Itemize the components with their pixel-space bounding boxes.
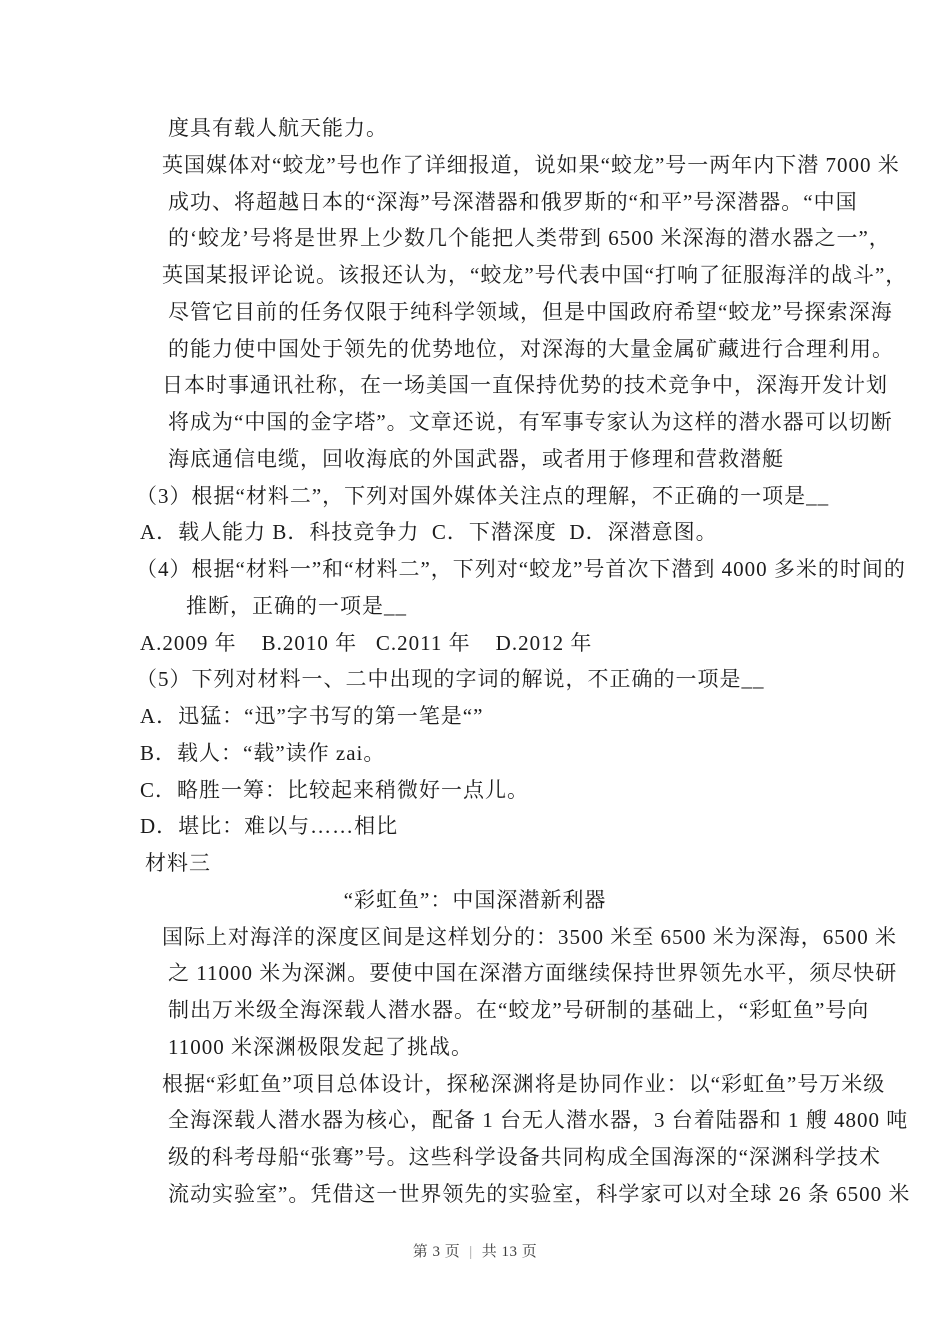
paragraph-line: 将成为“中国的金字塔”。文章还说，有军事专家认为这样的潜水器可以切断 xyxy=(168,410,893,434)
paragraph-line: 度具有载人航天能力。 xyxy=(168,116,388,140)
paragraph-line: 英国媒体对“蛟龙”号也作了详细报道，说如果“蛟龙”号一两年内下潜 7000 米 xyxy=(162,152,900,177)
paragraph-line: 海底通信电缆，回收海底的外国武器，或者用于修理和营救潜艇 xyxy=(168,446,784,471)
paragraph-line: 全海深载人潜水器为核心，配备 1 台无人潜水器，3 台着陆器和 1 艘 4800 吨 xyxy=(168,1108,909,1133)
question-line: （3）根据“材料二”，下列对国外媒体关注点的理解，不正确的一项是__ xyxy=(136,483,830,508)
footer-separator: | xyxy=(469,1244,473,1260)
paragraph-line: 成功、将超越日本的“深海”号深潜器和俄罗斯的“和平”号深潜器。“中国 xyxy=(168,189,858,214)
page-footer xyxy=(0,1240,950,1261)
option-line: A.2009 年 B.2010 年 C.2011 年 D.2012 年 xyxy=(140,630,593,655)
paragraph-line: 日本时事通讯社称，在一场美国一直保持优势的技术竞争中，深海开发计划 xyxy=(162,373,888,398)
paragraph-line: 根据“彩虹鱼”项目总体设计，探秘深渊将是协同作业：以“彩虹鱼”号万米级 xyxy=(162,1071,886,1096)
question-line: （4）根据“材料一”和“材料二”，下列对“蛟龙”号首次下潜到 4000 多米的时间的 xyxy=(136,557,906,581)
option-line: A．载人能力 B．科技竞争力 C．下潜深度 D．深潜意图。 xyxy=(140,520,718,545)
paragraph-line: 制出万米级全海深载人潜水器。在“蛟龙”号研制的基础上，“彩虹鱼”号向 xyxy=(168,998,870,1022)
option-line: A．迅猛：“迅”字书写的第一笔是“” xyxy=(140,704,484,728)
option-line: B．载人：“载”读作 zai。 xyxy=(140,740,386,765)
footer-page-number: 第 3 页 xyxy=(412,1244,461,1260)
paragraph-line: 的能力使中国处于领先的优势地位，对深海的大量金属矿藏进行合理利用。 xyxy=(168,336,894,361)
paragraph-line: 国际上对海洋的深度区间是这样划分的：3500 米至 6500 米为深海，6500 米 xyxy=(162,924,897,949)
option-line: D．堪比：难以与……相比 xyxy=(140,814,399,839)
section-title: “彩虹鱼”：中国深潜新利器 xyxy=(343,887,607,912)
paragraph-line: 级的科考母船“张骞”号。这些科学设备共同构成全国海深的“深渊科学技术 xyxy=(168,1145,881,1169)
paragraph-line: 的‘蛟龙’号将是世界上少数几个能把人类带到 6500 米深海的潜水器之一”， xyxy=(168,226,891,251)
paragraph-line: 尽管它目前的任务仅限于纯科学领域，但是中国政府希望“蛟龙”号探索深海 xyxy=(168,299,893,324)
paragraph-line: 英国某报评论说。该报还认为，“蛟龙”号代表中国“打响了征服海洋的战斗”， xyxy=(162,263,908,287)
paragraph-line: 流动实验室”。凭借这一世界领先的实验室，科学家可以对全球 26 条 6500 米 xyxy=(168,1181,911,1206)
question-line: （5）下列对材料一、二中出现的字词的解说，不正确的一项是__ xyxy=(136,667,765,692)
footer-total-pages: 共 13 页 xyxy=(481,1244,538,1260)
option-line: C．略胜一筹：比较起来稍微好一点儿。 xyxy=(140,777,530,802)
paragraph-line: 11000 米深渊极限发起了挑战。 xyxy=(168,1034,473,1059)
section-label: 材料三 xyxy=(145,851,211,875)
paragraph-line: 之 11000 米为深渊。要使中国在深潜方面继续保持世界领先水平，须尽快研 xyxy=(168,961,898,986)
question-line: 推断，正确的一项是__ xyxy=(186,593,407,618)
